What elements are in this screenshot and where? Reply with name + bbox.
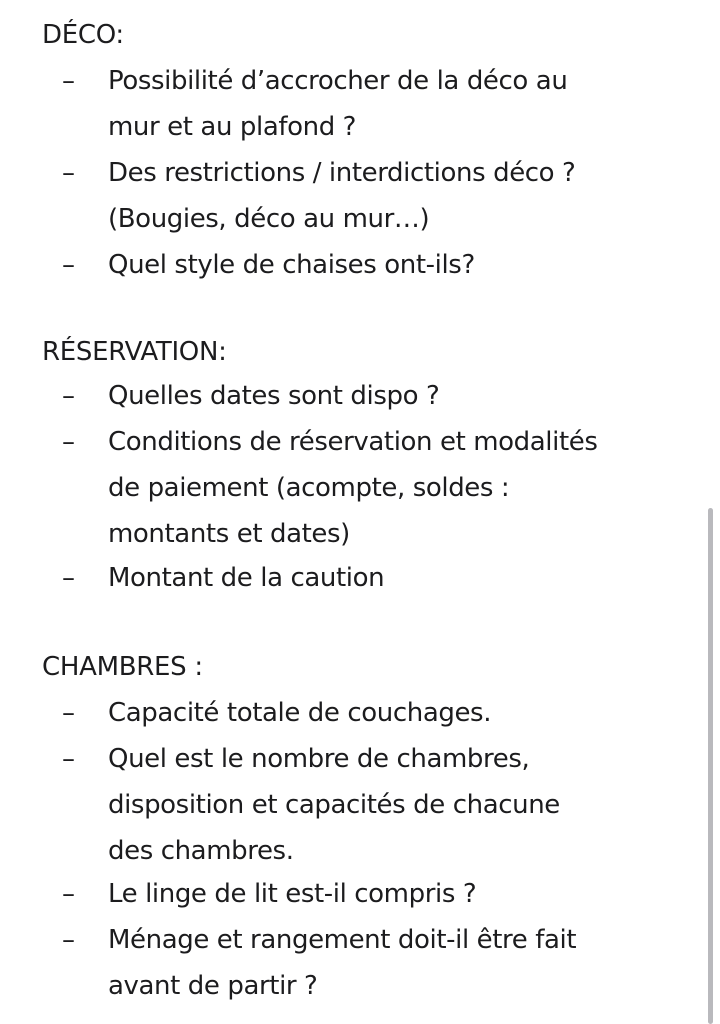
list-item-text: Montant de la caution (108, 563, 385, 593)
dash-bullet: – (62, 563, 75, 593)
list-item-text: Possibilité d’accrocher de la déco au mur et au plafond ? (108, 66, 568, 142)
list-item-text: Des restrictions / interdictions déco ? (Bougies, déco au mur…) (108, 158, 576, 234)
dash-bullet: – (62, 250, 75, 280)
dash-bullet: – (62, 879, 75, 909)
dash-bullet: – (62, 925, 75, 955)
scrollbar[interactable] (708, 508, 713, 1024)
list-item-text: Conditions de réservation et modalités de paiement (acompte, soldes : montants et dates) (108, 427, 598, 549)
dash-bullet: – (62, 427, 75, 457)
list-item-text: Quelles dates sont dispo ? (108, 381, 440, 411)
dash-bullet: – (62, 698, 75, 728)
list-item-text: Ménage et rangement doit-il être fait avant de partir ? (108, 925, 577, 1001)
section-heading: RÉSERVATION: (42, 337, 227, 367)
section-heading: CHAMBRES : (42, 652, 203, 682)
dash-bullet: – (62, 744, 75, 774)
section-heading: DÉCO: (42, 20, 124, 50)
dash-bullet: – (62, 66, 75, 96)
dash-bullet: – (62, 158, 75, 188)
list-item-text: Quel est le nombre de chambres, disposition et capacités de chacune des chambres. (108, 744, 560, 866)
list-item-text: Le linge de lit est-il compris ? (108, 879, 477, 909)
list-item-text: Capacité totale de couchages. (108, 698, 492, 728)
list-item-text: Quel style de chaises ont-ils? (108, 250, 475, 280)
dash-bullet: – (62, 381, 75, 411)
